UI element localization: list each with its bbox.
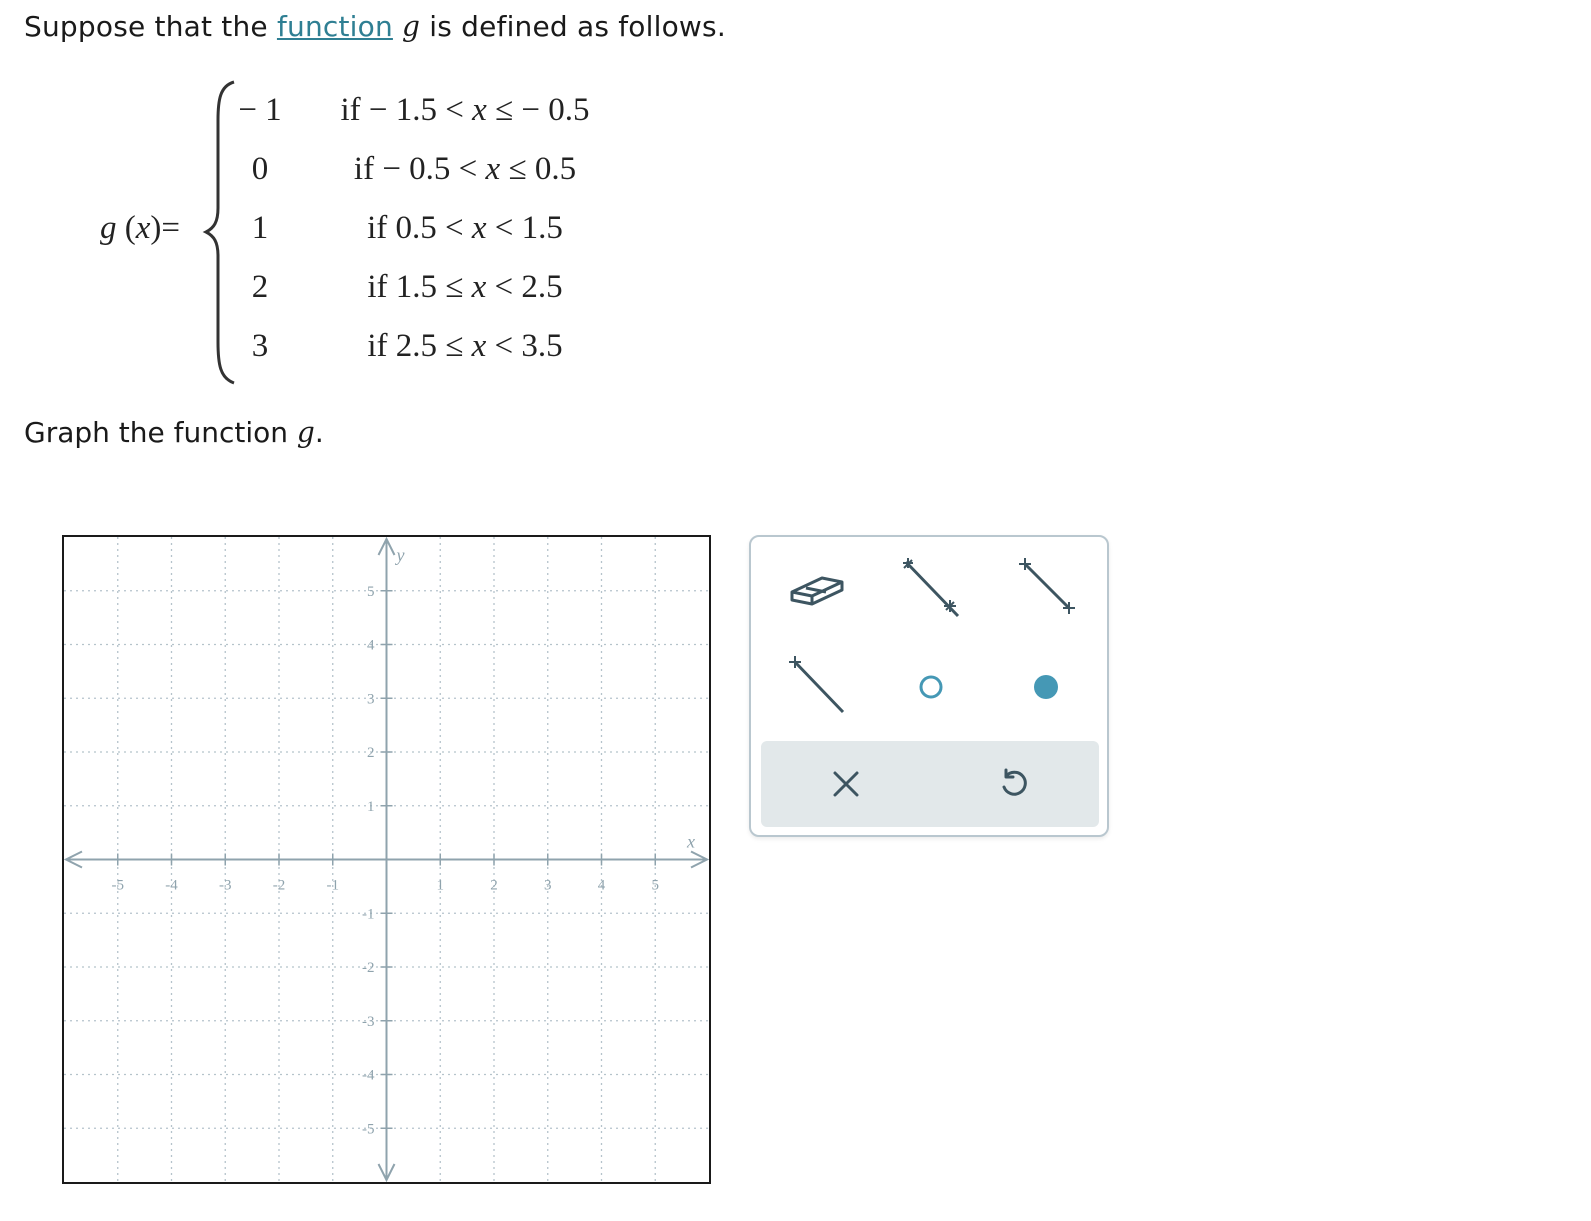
x-tick-label: 1: [436, 877, 444, 894]
undo-icon: [997, 767, 1031, 801]
y-tick-label: -5: [362, 1121, 375, 1138]
y-tick-label: 2: [367, 745, 375, 761]
y-tick-label: -3: [362, 1013, 375, 1030]
line-tool[interactable]: [886, 549, 976, 629]
closed-point-tool[interactable]: [1001, 647, 1091, 727]
piece-condition: if 1.5 ≤ x < 2.5: [367, 269, 563, 305]
piece-value: 2: [251, 269, 269, 305]
y-tick-label: 5: [367, 583, 375, 600]
y-tick-label: 4: [367, 637, 375, 654]
y-tick-label: 1: [367, 798, 375, 815]
piece-value: − 1: [238, 92, 282, 128]
drawing-toolbox: [749, 535, 1109, 837]
x-tick-label: 3: [544, 877, 552, 894]
intro-text: Suppose that the function g is defined as follows.: [24, 10, 726, 43]
ray-tool[interactable]: [771, 647, 861, 727]
piece-value: 3: [251, 328, 269, 364]
y-tick-label: -4: [362, 1067, 375, 1084]
piece-condition: if 0.5 < x < 1.5: [367, 210, 563, 246]
line-tool-icon: [896, 554, 966, 624]
x-tick-label: -5: [111, 877, 124, 894]
x-tick-label: -2: [272, 877, 286, 894]
x-axis-label: x: [687, 831, 695, 852]
x-tick-label: 2: [490, 877, 498, 894]
ray-tool-icon: [781, 652, 851, 722]
y-tick-label: -2: [362, 960, 375, 976]
segment-tool[interactable]: [1001, 549, 1091, 629]
eraser-tool[interactable]: [771, 549, 861, 629]
piece-condition: if − 0.5 < x ≤ 0.5: [353, 151, 577, 187]
formula-lhs: g (x)=: [100, 210, 181, 246]
undo-button[interactable]: [974, 749, 1054, 819]
clear-icon: [829, 767, 863, 801]
eraser-icon: [784, 564, 848, 614]
segment-tool-icon: [1011, 554, 1081, 624]
y-axis-label: y: [396, 545, 405, 565]
open-point-icon: [911, 667, 951, 707]
x-tick-label: 5: [651, 877, 659, 894]
function-link[interactable]: function: [276, 10, 393, 43]
piece-condition: if − 1.5 < x ≤ − 0.5: [340, 92, 590, 128]
y-tick-label: 3: [367, 691, 375, 708]
intro-var: g: [402, 10, 421, 43]
piece-condition: if 2.5 ≤ x < 3.5: [367, 328, 563, 364]
piecewise-definition: [90, 80, 730, 400]
closed-point-icon: [1026, 667, 1066, 707]
coordinate-plane[interactable]: [64, 537, 709, 1182]
piece-value: 0: [251, 151, 269, 187]
piece-value: 1: [251, 210, 269, 246]
x-tick-label: -3: [219, 877, 232, 894]
open-point-tool[interactable]: [886, 647, 976, 727]
clear-button[interactable]: [806, 749, 886, 819]
x-tick-label: -1: [326, 877, 339, 894]
y-tick-label: -1: [362, 906, 375, 923]
graph-prompt: Graph the function g.: [24, 416, 324, 449]
x-tick-label: -4: [165, 877, 178, 894]
graph-canvas[interactable]: [62, 535, 711, 1184]
x-tick-label: 4: [597, 877, 606, 894]
toolbox-action-bar: [761, 741, 1099, 827]
